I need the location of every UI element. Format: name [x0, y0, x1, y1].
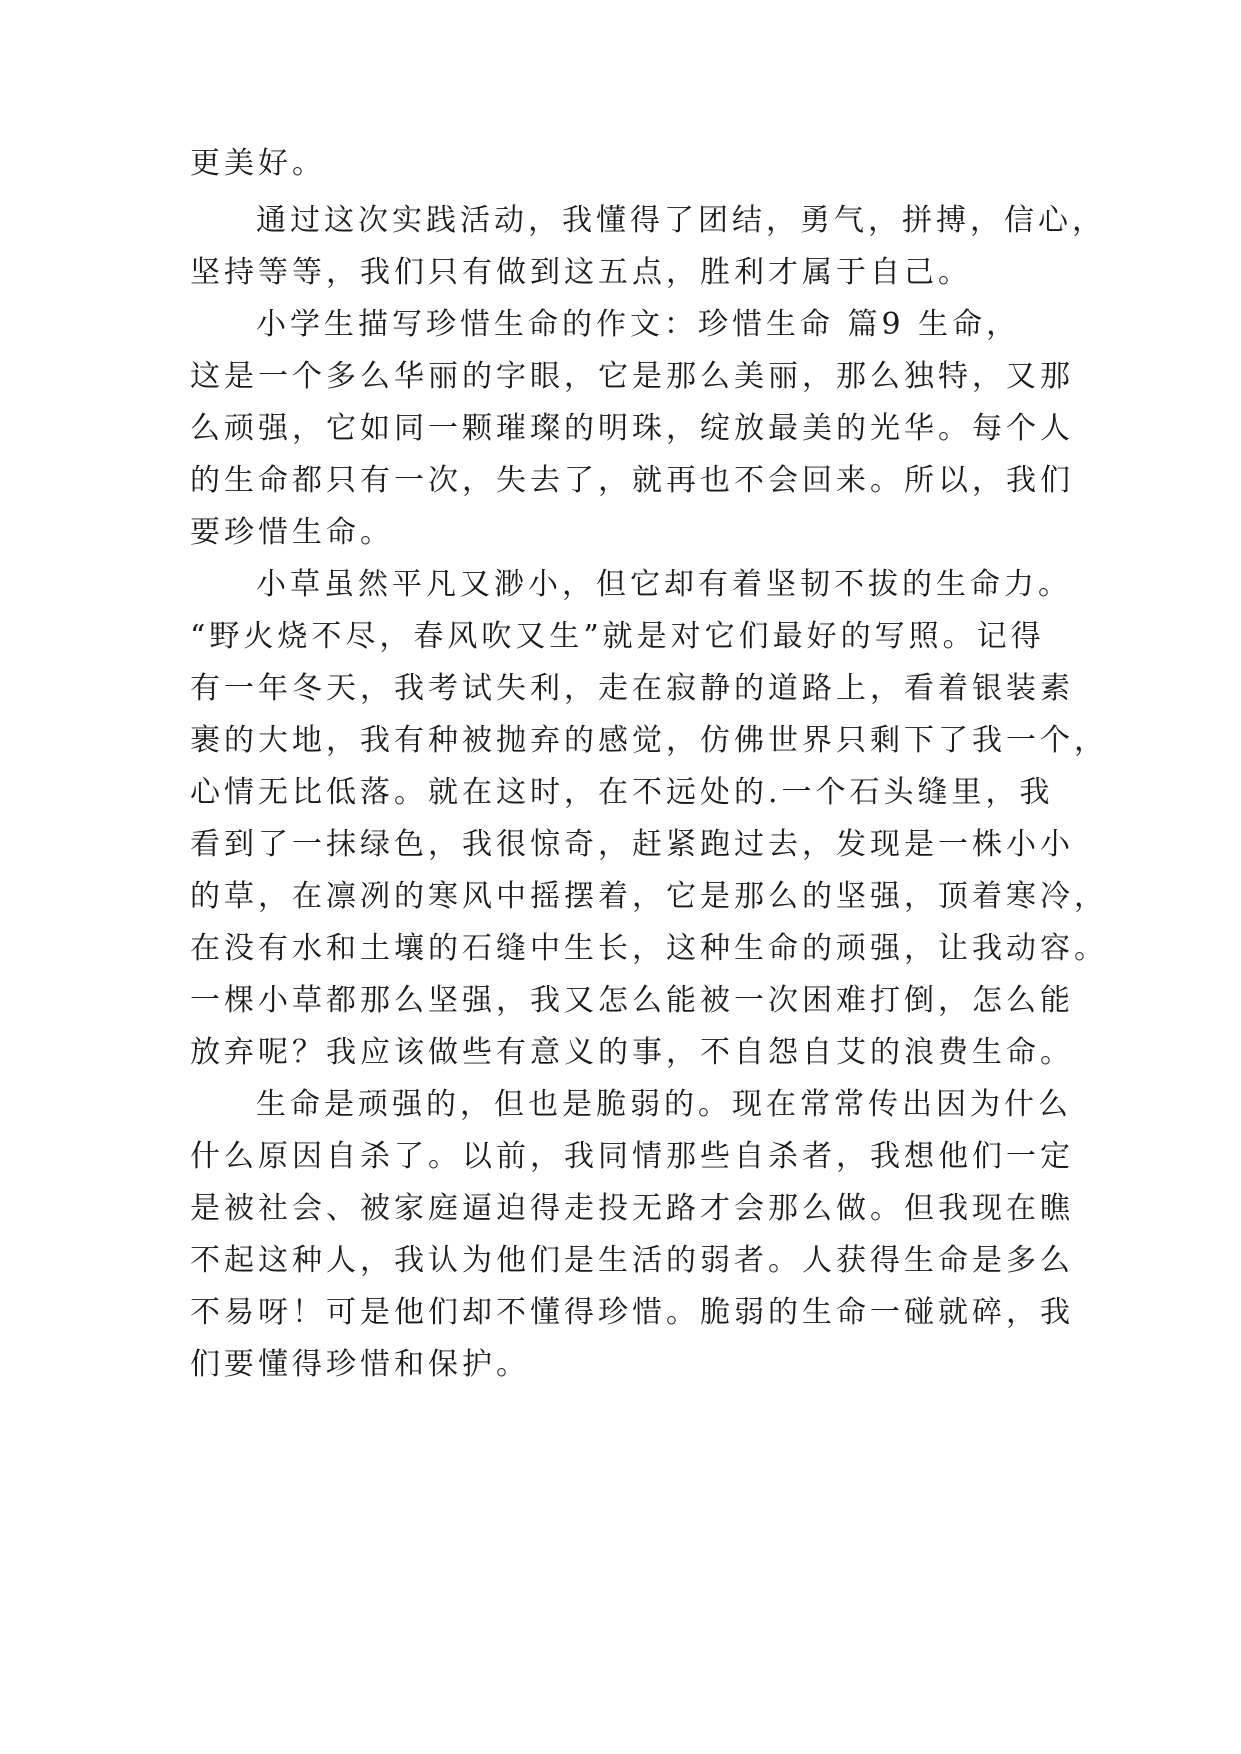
text-line: 坚持等等，我们只有做到这五点，胜利才属于自己。	[190, 255, 972, 290]
text-line: 这是一个多么华丽的字眼，它是那么美丽，那么独特，又那	[190, 359, 1074, 394]
text-line: 一棵小草都那么坚强，我又怎么能被一次困难打倒，怎么能	[190, 983, 1074, 1018]
paragraph-start-line: 通过这次实践活动，我懂得了团结，勇气，拼搏，信心，	[256, 203, 1106, 238]
text-line: 裹的大地，我有种被抛弃的感觉，仿佛世界只剩下了我一个，	[190, 723, 1108, 758]
text-line: 有一年冬天，我考试失利，走在寂静的道路上，看着银装素	[190, 671, 1074, 706]
text-line: 放弃呢？我应该做些有意义的事，不自怨自艾的浪费生命。	[190, 1035, 1074, 1070]
text-line: 心情无比低落。就在这时，在不远处的.一个石头缝里，我	[190, 775, 1054, 810]
text-line: 的生命都只有一次，失去了，就再也不会回来。所以，我们	[190, 463, 1074, 498]
essay-heading-line: 小学生描写珍惜生命的作文：珍惜生命 篇9 生命，	[256, 307, 1021, 342]
text-line: 是被社会、被家庭逼迫得走投无路才会那么做。但我现在瞧	[190, 1191, 1074, 1226]
text-line: 的草，在凛冽的寒风中摇摆着，它是那么的坚强，顶着寒冷，	[190, 879, 1108, 914]
text-line: 不起这种人，我认为他们是生活的弱者。人获得生命是多么	[190, 1243, 1074, 1278]
paragraph-start-line: 小草虽然平凡又渺小，但它却有着坚韧不拔的生命力。	[256, 567, 1072, 602]
text-line: “野火烧不尽，春风吹又生”就是对它们最好的写照。记得	[190, 619, 1045, 654]
text-line: 么顽强，它如同一颗璀璨的明珠，绽放最美的光华。每个人	[190, 411, 1074, 446]
text-line: 更美好。	[190, 146, 326, 181]
text-line: 什么原因自杀了。以前，我同情那些自杀者，我想他们一定	[190, 1139, 1074, 1174]
text-line: 看到了一抹绿色，我很惊奇，赶紧跑过去，发现是一株小小	[190, 827, 1074, 862]
text-line: 们要懂得珍惜和保护。	[190, 1347, 530, 1382]
paragraph-start-line: 生命是顽强的，但也是脆弱的。现在常常传出因为什么	[256, 1087, 1072, 1122]
text-line: 在没有水和土壤的石缝中生长，这种生命的顽强，让我动容。	[190, 931, 1108, 966]
text-line: 要珍惜生命。	[190, 515, 394, 550]
text-line: 不易呀！可是他们却不懂得珍惜。脆弱的生命一碰就碎，我	[190, 1295, 1074, 1330]
